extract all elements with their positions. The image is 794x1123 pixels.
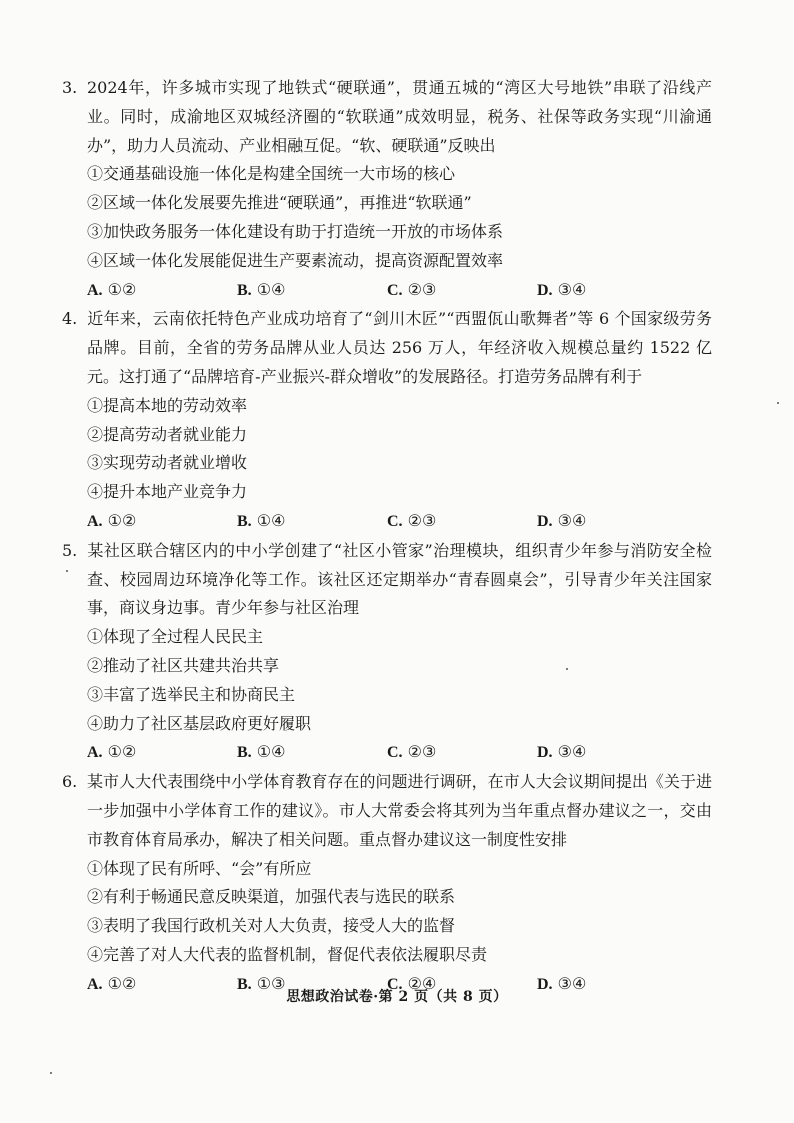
option-1: ①交通基础设施一体化是构建全国统一大市场的核心 bbox=[87, 164, 456, 184]
answer-a: A. ①② bbox=[87, 510, 137, 530]
question-number: 6. bbox=[62, 772, 78, 792]
answer-d: D. ③④ bbox=[537, 973, 587, 993]
page-footer: 思想政治试卷·第 2 页（共 8 页） bbox=[286, 989, 508, 1005]
option-4: ④助力了社区基层政府更好履职 bbox=[87, 713, 312, 733]
option-4: ④区域一体化发展能促进生产要素流动，提高资源配置效率 bbox=[87, 250, 504, 270]
option-1: ①体现了民有所呼、“会”有所应 bbox=[87, 858, 312, 878]
option-3: ③实现劳动者就业增收 bbox=[87, 453, 248, 473]
question-text: 近年来，云南依托特色产业成功培育了“剑川木匠”“西盟佤山歌舞者”等 6 个国家级劳务品牌。目前，全省的劳务品牌从业人员达 256 万人，年经济收入规模总量约 1522 亿元。这打通了“品牌培育-产业振兴-群众增收”的发展路径。打造劳务品牌有利于 bbox=[87, 309, 712, 386]
answer-a: A. ①② bbox=[87, 742, 137, 762]
answer-choices bbox=[62, 738, 712, 768]
scan-speck bbox=[566, 668, 568, 670]
answer-b: B. ①③ bbox=[237, 973, 286, 993]
question-stem bbox=[62, 768, 712, 854]
option-2: ②推动了社区共建共治共享 bbox=[87, 655, 280, 675]
answer-c: C. ②④ bbox=[387, 973, 437, 993]
answer-choices bbox=[62, 276, 712, 306]
scan-speck bbox=[777, 402, 779, 404]
question-4 bbox=[62, 305, 712, 536]
option-2: ②提高劳动者就业能力 bbox=[87, 424, 248, 444]
option-4: ④提升本地产业竞争力 bbox=[87, 482, 248, 502]
answer-d: D. ③④ bbox=[537, 742, 587, 762]
question-stem bbox=[62, 74, 712, 160]
question-3 bbox=[62, 74, 712, 305]
option-1: ①体现了全过程人民民主 bbox=[87, 627, 264, 647]
option-2: ②区域一体化发展要先推进“硬联通”，再推进“软联通” bbox=[87, 193, 472, 213]
option-2: ②有利于畅通民意反映渠道，加强代表与选民的联系 bbox=[87, 887, 456, 907]
answer-b: B. ①④ bbox=[237, 279, 286, 299]
option-3: ③加快政务服务一体化建设有助于打造统一开放的市场体系 bbox=[87, 221, 504, 241]
answer-c: C. ②③ bbox=[387, 742, 437, 762]
question-number: 4. bbox=[62, 309, 78, 329]
option-3: ③丰富了选举民主和协商民主 bbox=[87, 684, 296, 704]
question-stem bbox=[62, 537, 712, 623]
question-stem bbox=[62, 305, 712, 391]
answer-a: A. ①② bbox=[87, 279, 137, 299]
question-text: 某社区联合辖区内的中小学创建了“社区小管家”治理模块，组织青少年参与消防安全检查、校园周边环境净化等工作。该社区还定期举办“青春圆桌会”，引导青少年关注国家事，商议身边事。青少年参与社区治理 bbox=[87, 540, 712, 618]
question-6 bbox=[62, 768, 712, 999]
scan-speck bbox=[66, 570, 68, 572]
answer-choices bbox=[62, 507, 712, 537]
question-5 bbox=[62, 537, 712, 768]
scan-speck bbox=[50, 1072, 52, 1074]
answer-b: B. ①④ bbox=[237, 510, 286, 530]
answer-b: B. ①④ bbox=[237, 742, 286, 762]
question-text: 2024年，许多城市实现了地铁式“硬联通”，贯通五城的“湾区大号地铁”串联了沿线产业。同时，成渝地区双城经济圈的“软联通”成效明显，税务、社保等政务实现“川渝通办”，助力人员流动、产业相融互促。“软、硬联通”反映出 bbox=[87, 78, 712, 155]
answer-c: C. ②③ bbox=[387, 510, 437, 530]
option-3: ③表明了我国行政机关对人大负责，接受人大的监督 bbox=[87, 916, 456, 936]
question-text: 某市人大代表围绕中小学体育教育存在的问题进行调研，在市人大会议期间提出《关于进一步加强中小学体育工作的建议》。市人大常委会将其列为当年重点督办建议之一，交由市教育体育局承办，解决了相关问题。重点督办建议这一制度性安排 bbox=[87, 772, 712, 849]
question-number: 5. bbox=[62, 540, 78, 560]
question-number: 3. bbox=[62, 78, 78, 97]
answer-d: D. ③④ bbox=[537, 510, 587, 530]
option-4: ④完善了对人大代表的监督机制，督促代表依法履职尽责 bbox=[87, 944, 488, 964]
answer-d: D. ③④ bbox=[537, 279, 587, 299]
option-1: ①提高本地的劳动效率 bbox=[87, 395, 248, 415]
exam-page bbox=[62, 74, 712, 1000]
answer-c: C. ②③ bbox=[387, 279, 437, 299]
answer-a: A. ①② bbox=[87, 973, 137, 993]
